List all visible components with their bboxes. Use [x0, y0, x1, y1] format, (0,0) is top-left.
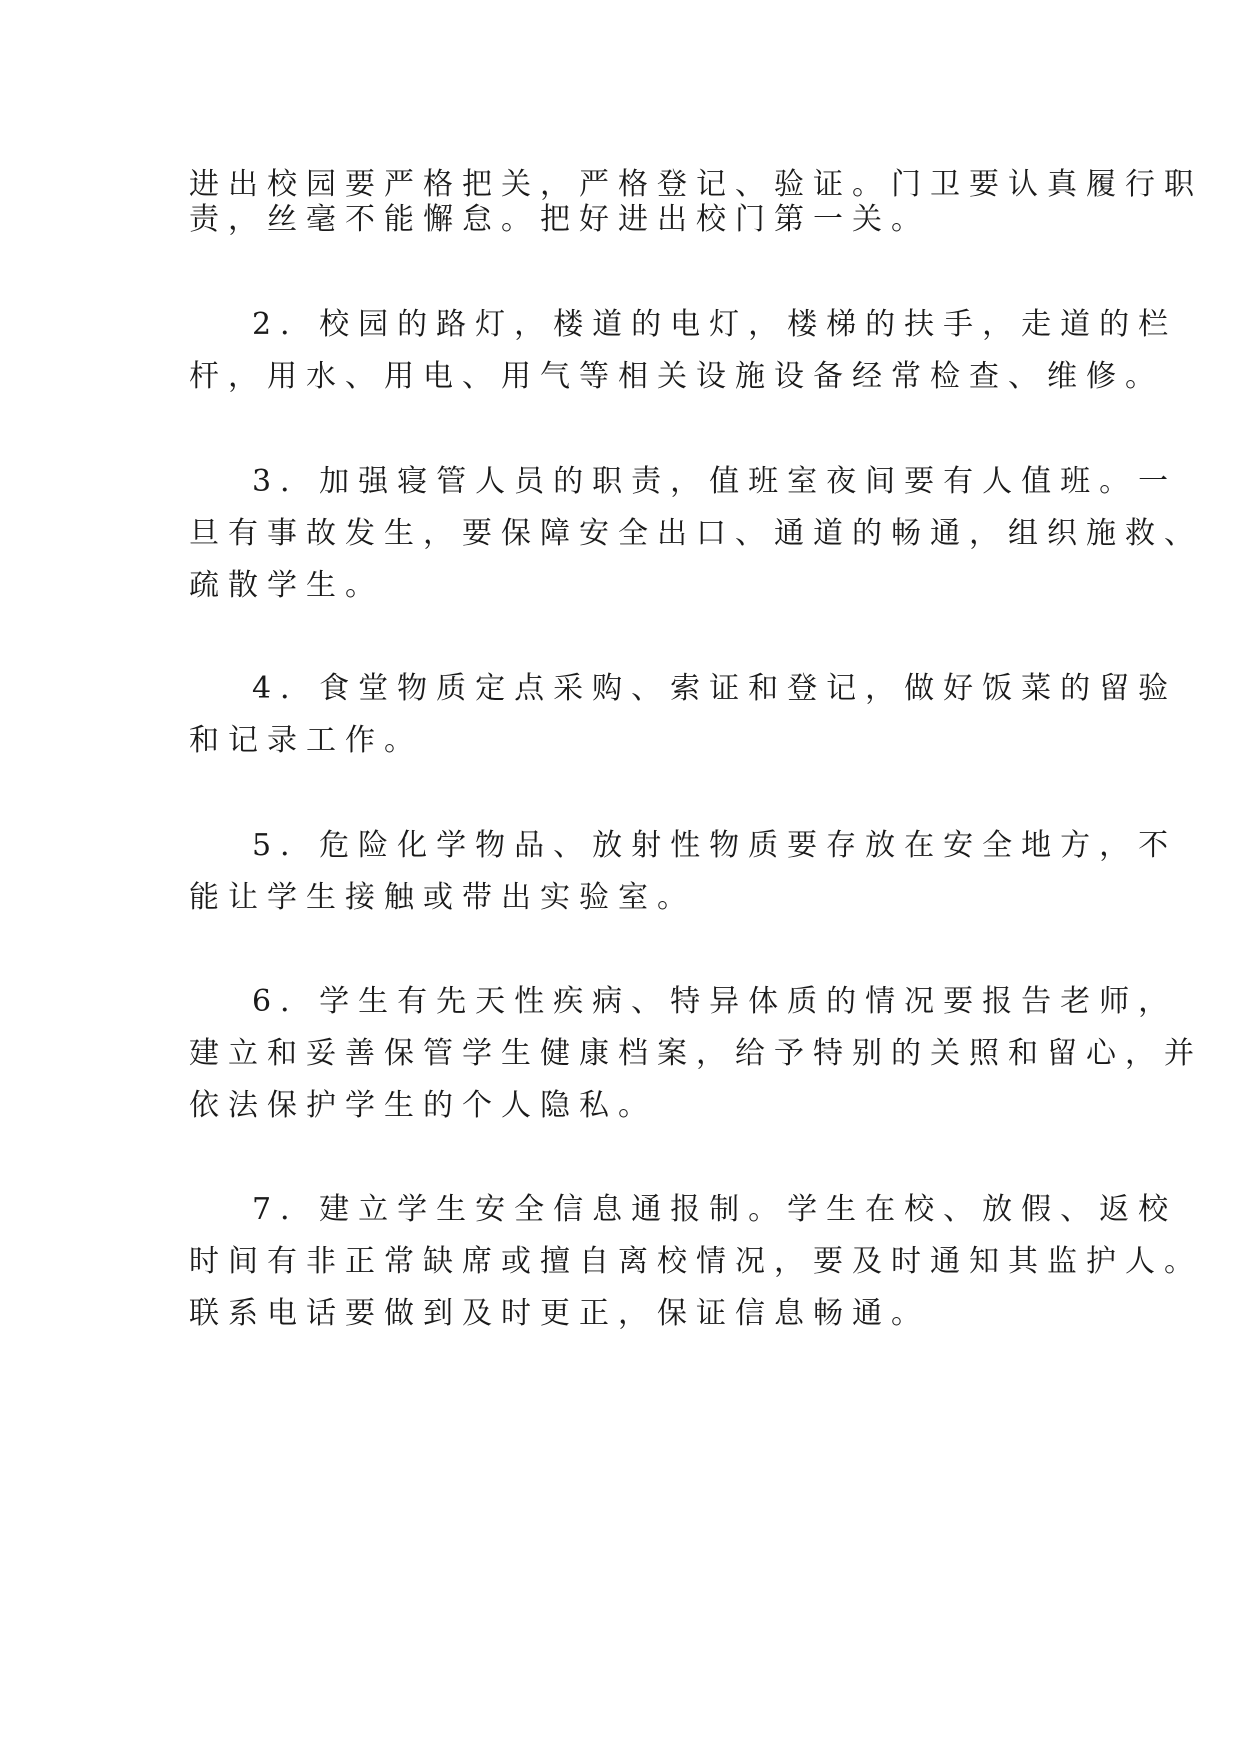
paragraph-1-line-2: 责，丝毫不能懈怠。把好进出校门第一关。 — [189, 202, 930, 237]
paragraph-3-line-3: 疏散学生。 — [189, 568, 384, 603]
paragraph-6-line-2: 建立和妥善保管学生健康档案，给予特别的关照和留心，并 — [189, 1036, 1203, 1071]
paragraph-7-line-2: 时间有非正常缺席或擅自离校情况，要及时通知其监护人。 — [189, 1244, 1203, 1279]
paragraph-1-line-1: 进出校园要严格把关，严格登记、验证。门卫要认真履行职 — [189, 167, 1203, 202]
paragraph-5-line-1: 5．危险化学物品、放射性物质要存放在安全地方，不 — [252, 828, 1178, 863]
paragraph-3-line-1: 3．加强寝管人员的职责，值班室夜间要有人值班。一 — [252, 464, 1178, 499]
paragraph-4-line-2: 和记录工作。 — [189, 723, 423, 758]
paragraph-7-line-3: 联系电话要做到及时更正，保证信息畅通。 — [189, 1296, 930, 1331]
paragraph-2-line-1: 2．校园的路灯，楼道的电灯，楼梯的扶手，走道的栏 — [252, 307, 1178, 342]
paragraph-5-line-2: 能让学生接触或带出实验室。 — [189, 880, 696, 915]
paragraph-6-line-1: 6．学生有先天性疾病、特异体质的情况要报告老师， — [252, 984, 1178, 1019]
paragraph-2-line-2: 杆，用水、用电、用气等相关设施设备经常检查、维修。 — [189, 359, 1164, 394]
paragraph-6-line-3: 依法保护学生的个人隐私。 — [189, 1088, 657, 1123]
paragraph-7-line-1: 7．建立学生安全信息通报制。学生在校、放假、返校 — [252, 1192, 1178, 1227]
paragraph-4-line-1: 4．食堂物质定点采购、索证和登记，做好饭菜的留验 — [252, 671, 1178, 706]
paragraph-3-line-2: 旦有事故发生，要保障安全出口、通道的畅通，组织施救、 — [189, 516, 1203, 551]
